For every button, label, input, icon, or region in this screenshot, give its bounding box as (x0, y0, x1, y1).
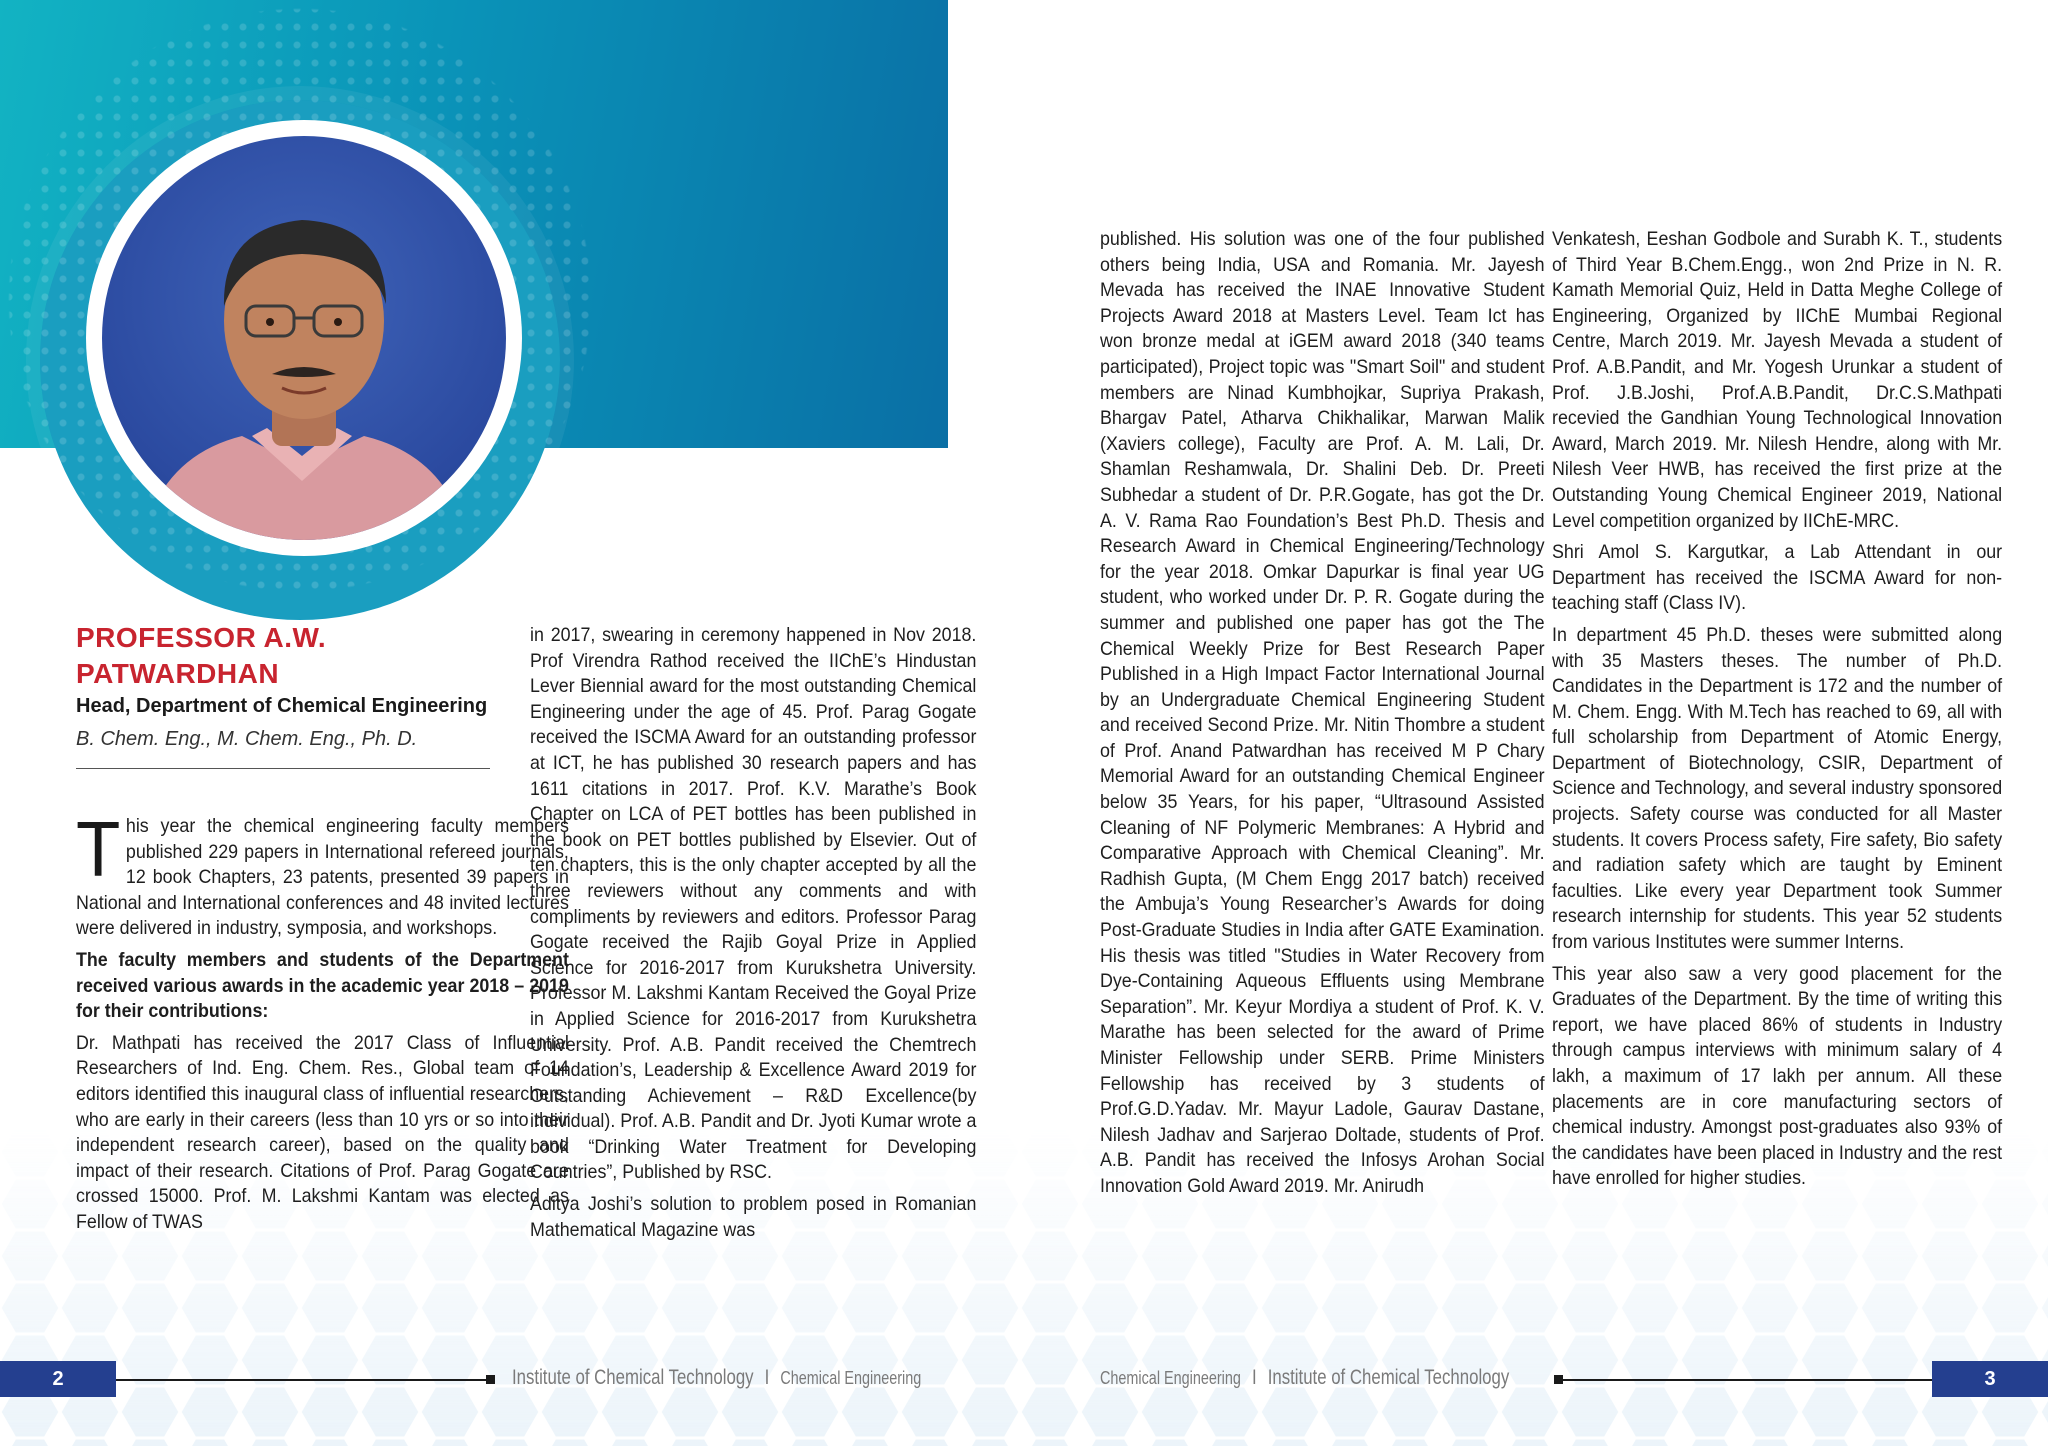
paragraph-intro (76, 805, 569, 942)
footer-line-left (116, 1379, 490, 1381)
page-number-left: 2 (0, 1361, 116, 1397)
professor-name-line2: PATWARDHAN (76, 658, 280, 689)
footer-institute-right: Institute of Chemical Technology (1267, 1366, 1510, 1389)
intro-text: his year the chemical engineering faculty members published 229 papers in International refereed journals, 12 book Chapters, 23 patents, presented 39 papers in National and International conferences and 48 invited lectures were delivered in industry, symposia, and workshops. (76, 816, 569, 940)
footer-square-left (486, 1375, 495, 1384)
professor-name (76, 620, 326, 692)
column-2 (530, 623, 976, 1249)
column-1 (76, 805, 569, 1242)
paragraph-col4-awards: Venkatesh, Eeshan Godbole and Surabh K. T., students of Third Year B.Chem.Engg., won 2nd Prize in N. R. Kamath Memorial Quiz, Held in Datta Meghe College of Engineering, Organized by IIChE Mumbai Regional Centre, March 2019. Mr. Jayesh Mevada a student of Prof. A.B.Pandit, and Mr. Yogesh Urunkar a student of Prof. J.B.Joshi, Prof.A.B.Pandit, Dr.C.S.Mathpati recevied the Gandhian Young Technological Innovation Award, March 2019. Mr. Nilesh Hendre, along with Mr. Nilesh Veer HWB, has received the first prize at the Outstanding Young Chemical Engineer 2019, National Level competition organized by IIChE-MRC. (1552, 229, 2003, 532)
drop-cap: T (76, 805, 121, 893)
paragraph-col4-staff: Shri Amol S. Kargutkar, a Lab Attendant in our Department has received the ISCMA Award for non-teaching staff (Class IV). (1552, 542, 2003, 615)
footer-sep-left: I (764, 1366, 770, 1389)
paragraph-awards-heading: The faculty members and students of the Department received various awards in the academic year 2018 – 2019 for their contributions: (76, 949, 569, 1023)
paragraph-col1-body: Dr. Mathpati has received the 2017 Class of Influential Researchers of Ind. Eng. Chem. Res., Global team of 14 editors identified this inaugural class of influential researchers, who are early in their careers (less than 10 yrs or so into their independent research career), based on the quality and impact of their research. Citations of Prof. Parag Gogate are crossed 15000. Prof. M. Lakshmi Kantam was elected as Fellow of TWAS (76, 1032, 569, 1233)
footer-dept-right: Chemical Engineering (1100, 1368, 1241, 1388)
column-3 (1100, 227, 1545, 1206)
paragraph-col3-body: published. His solution was one of the four published others being India, USA and Romania. Mr. Jayesh Mevada has received the INAE Innovative Student Projects Award 2018 at Masters Level. Team Ict has won bronze medal at iGEM award 2018 (340 teams participated), Project topic was "Smart Soil" and student members are Ninad Kumbhojkar, Supriya Prakash, Bhargav Patel, Atharva Chikhalikar, Marwan Malik (Xaviers college), Faculty are Prof. A. M. Lali, Dr. Shamlan Reshamwala, Dr. Shalini Deb. Dr. Preeti Subhedar a student of Dr. P.R.Gogate, has got the Dr. A. V. Rama Rao Foundation’s Best Ph.D. Thesis and Research Award in Chemical Engineering/Technology for the year 2018. Omkar Dapurkar is final year UG student, who worked under Dr. P. R. Gogate during the summer and published one paper has got the The Chemical Weekly Prize for Best Research Paper Published in a High Impact Factor International Journal by an Undergraduate Chemical Engineering Student and received Second Prize. Mr. Nitin Thombre a student of Prof. Anand Patwardhan has received M P Chary Memorial Award for an outstanding Chemical Engineer below 35 Years, for his paper, “Ultrasound Assisted Cleaning of NF Polymeric Membranes: A Hybrid and Comparative Approach with Chemical Cleaning”. Mr. Radhish Gupta, (M Chem Engg 2017 batch) received the Ambuja’s Young Researcher’s Awards for doing Post-Graduate Studies in India after GATE Examination. His thesis was titled "Studies in Water Recovery from Dye-Containing Aqueous Effluents using Membrane Separation”. Mr. Keyur Mordiya a student of Prof. K. V. Marathe has been selected for the award of Prime Minister Fellowship under SERB. Prime Ministers Fellowship has received by 3 students of Prof.G.D.Yadav. Mr. Mayur Ladole, Gaurav Dastane, Nilesh Jadhav and Sarjerao Doltade, students of Prof. A.B. Pandit has received the Infosys Arohan Social Innovation Gold Award 2019. Mr. Anirudh (1100, 229, 1545, 1197)
footer-institute-left: Institute of Chemical Technology (512, 1366, 754, 1389)
footer-text-right (1100, 1366, 1509, 1390)
footer-text-left (512, 1366, 921, 1390)
footer-sep-right: I (1251, 1366, 1257, 1389)
footer-line-right (1560, 1379, 1932, 1381)
portrait-photo (102, 136, 506, 540)
title-divider (76, 768, 490, 769)
paragraph-col2-tail: Aditya Joshi’s solution to problem posed in Romanian Mathematical Magazine was (530, 1194, 977, 1241)
page-number-right: 3 (1932, 1361, 2048, 1397)
footer-dept-left: Chemical Engineering (780, 1368, 922, 1388)
position-title: Head, Department of Chemical Engineering (76, 695, 488, 717)
paragraph-col4-placement: This year also saw a very good placement for the Graduates of the Department. By the time of writing this report, we have placed 86% of students in Industry through campus interviews with minimum salary of 4 lakh, a maximum of 17 lakh per annum. All these placements are in core manufacturing sectors of chemical industry. Amongst post-graduates also 93% of the candidates have been placed in Industry and the rest have enrolled for higher studies. (1552, 963, 2003, 1190)
paragraph-col2-body: in 2017, swearing in ceremony happened in Nov 2018. Prof Virendra Rathod received the IIChE’s Hindustan Lever Biennial award for the most outstanding Chemical Engineering under the age of 45. Prof. Parag Gogate received the ISCMA Award for an outstanding professor at ICT, he has published 30 research papers and has 1611 citations in 2017. Prof. K.V. Marathe’s Book Chapter on LCA of PET bottles has been published in the book on PET bottles published by Elsevier. Out of ten chapters, this is the only chapter accepted by all the three reviewers without any comments and with compliments by reviewers and editors. Professor Parag Gogate received the Rajib Goyal Prize in Applied Science for 2016-2017 from Kurukshetra University. Professor M. Lakshmi Kantam Received the Goyal Prize in Applied Science for 2016-2017 from Kurukshetra University. Prof. A.B. Pandit received the Chemtrech Foundation’s, Leadership & Excellence Award 2019 for Outstanding Achievement – R&D Excellence(by individual). Prof. A.B. Pandit and Dr. Jyoti Kumar wrote a book “Drinking Water Treatment for Developing Countries”, Published by RSC. (530, 625, 977, 1184)
degrees: B. Chem. Eng., M. Chem. Eng., Ph. D. (76, 728, 418, 750)
professor-name-line1: PROFESSOR A.W. (76, 622, 327, 653)
paragraph-col4-theses: In department 45 Ph.D. theses were submitted along with 35 Masters theses. The number of Ph.D. Candidates in the Department is 172 and the number of M. Chem. Engg. With M.Tech has reached to 69, all with full scholarship from Department of Atomic Energy, Department of Biotechnology, CSIR, Department of Science and Technology, and several industry sponsored projects. Safety course was conducted for all Master students. It covers Process safety, Fire safety, Bio safety and radiation safety which are taught by Eminent faculties. Like every year Department took Summer research internship for students. This year 52 students from various Institutes were summer Interns. (1552, 624, 2003, 954)
column-4 (1552, 227, 2002, 1198)
